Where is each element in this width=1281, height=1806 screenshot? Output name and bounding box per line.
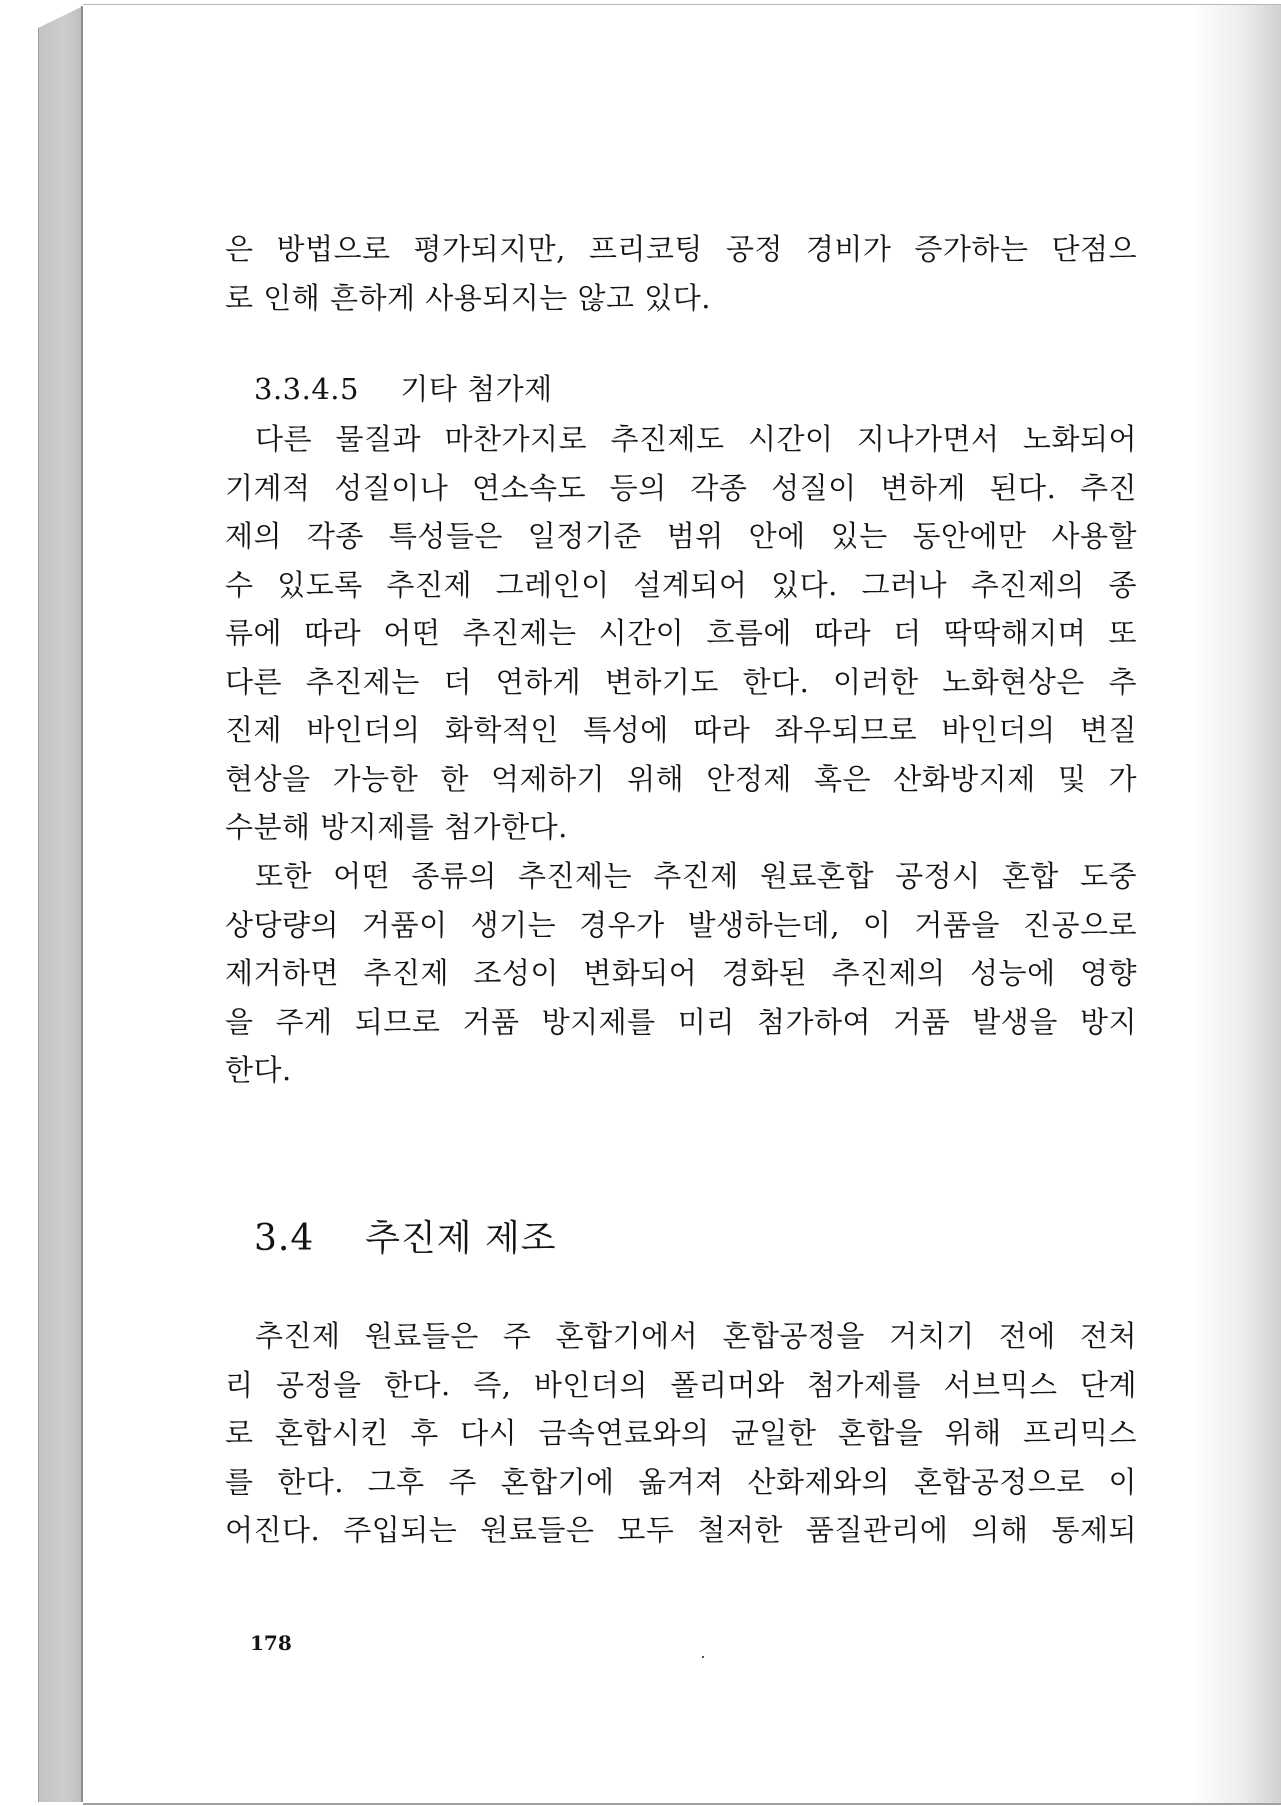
text-line: 를 한다. 그후 주 혼합기에 옮겨져 산화제와의 혼합공정으로 이 [225,1464,1137,1499]
text-line: 기계적 성질이나 연소속도 등의 각종 성질이 변하게 된다. 추진 [225,470,1137,505]
text-line: 을 주게 되므로 거품 방지제를 미리 첨가하여 거품 발생을 방지 [225,1004,1137,1039]
book-spine [38,6,83,1802]
page-shade [1191,5,1281,1803]
section-title: 추진제 제조 [365,1218,557,1259]
speck [702,1656,704,1658]
text-line: 제거하면 추진제 조성이 변화되어 경화된 추진제의 성능에 영향 [225,956,1137,990]
text-line: 추진제 원료들은 주 혼합기에서 혼합공정을 거치기 전에 전처 [255,1319,1137,1353]
intro-paragraph [225,225,1137,322]
text-line: 어진다. 주입되는 원료들은 모두 철저한 품질관리에 의해 통제되 [225,1513,1137,1547]
paragraph-foam [225,852,1137,1095]
text-line: 한다. [225,1053,292,1087]
section-heading [254,1210,557,1261]
page-number: 178 [250,1631,292,1655]
subsection-heading [254,365,553,413]
text-line: 수분해 방지제를 첨가한다. [225,810,568,844]
text-line: 은 방법으로 평가되지만, 프리코팅 공정 경비가 증가하는 단점으 [225,232,1137,266]
subsection-title: 기타 첨가제 [400,372,553,406]
text-line: 수 있도록 추진제 그레인이 설계되어 있다. 그러나 추진제의 종 [225,567,1137,602]
section-number: 3.4 [254,1218,315,1259]
text-line: 다른 물질과 마찬가지로 추진제도 시간이 지나가면서 노화되어 [255,422,1137,456]
text-line: 진제 바인더의 화학적인 특성에 따라 좌우되므로 바인더의 변질 [225,713,1137,747]
text-line: 리 공정을 한다. 즉, 바인더의 폴리머와 첨가제를 서브믹스 단계 [225,1367,1137,1402]
paragraph-manufacturing [225,1312,1137,1555]
text-line: 류에 따라 어떤 추진제는 시간이 흐름에 따라 더 딱딱해지며 또 [225,616,1137,650]
text-line: 로 혼합시킨 후 다시 금속연료와의 균일한 혼합을 위해 프리믹스 [225,1416,1137,1450]
subsection-number: 3.3.4.5 [254,372,359,406]
text-line: 로 인해 흔하게 사용되지는 않고 있다. [225,280,712,315]
text-line: 제의 각종 특성들은 일정기준 범위 안에 있는 동안에만 사용할 [225,519,1137,553]
text-line: 현상을 가능한 한 억제하기 위해 안정제 혹은 산화방지제 및 가 [225,761,1137,796]
paragraph-aging [225,415,1137,852]
text-line: 상당량의 거품이 생기는 경우가 발생하는데, 이 거품을 진공으로 [225,907,1137,942]
text-line: 또한 어떤 종류의 추진제는 추진제 원료혼합 공정시 혼합 도중 [255,859,1137,893]
text-line: 다른 추진제는 더 연하게 변하기도 한다. 이러한 노화현상은 추 [225,664,1137,699]
